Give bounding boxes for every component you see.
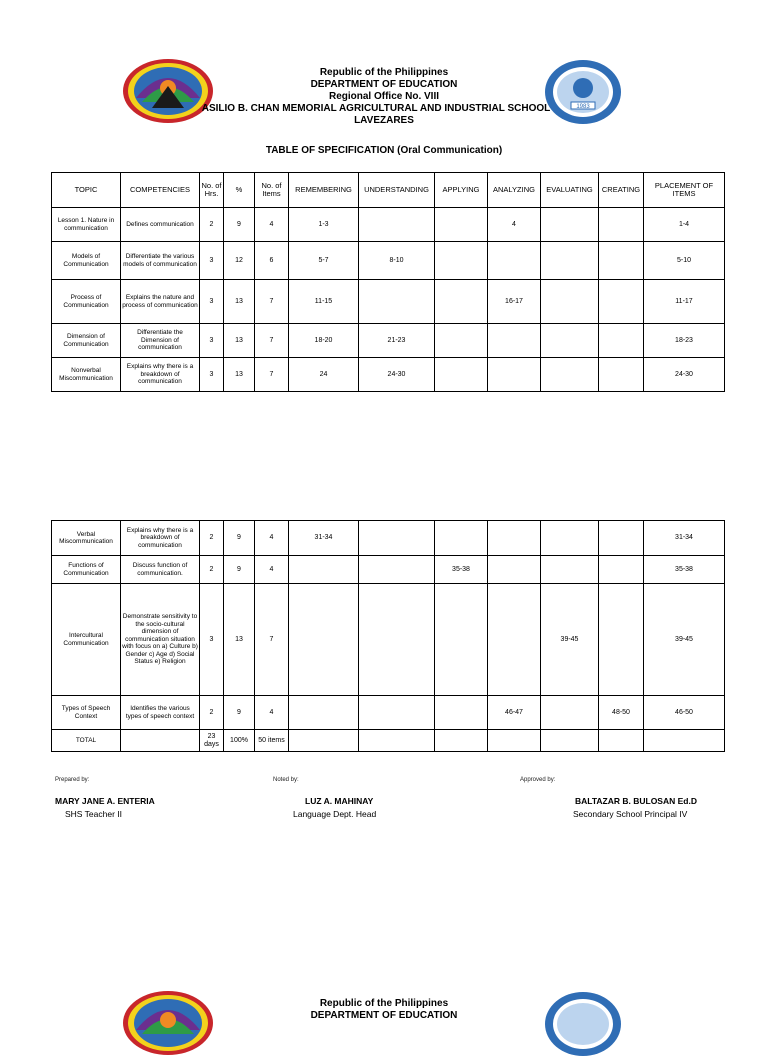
cell-remembering: 5-7 [289,242,359,280]
table-row [52,521,725,556]
cell-remembering [289,584,359,696]
cell-placement: 11-17 [644,280,725,324]
cell-items: 6 [255,242,289,280]
cell-empty [541,730,599,752]
col-creating: CREATING [599,173,644,208]
table-row [52,280,725,324]
header-republic-page2: Republic of the Philippines [319,998,449,1009]
cell-evaluating [541,556,599,584]
cell-evaluating [541,696,599,730]
cell-placement: 5-10 [644,242,725,280]
cell-remembering: 11-15 [289,280,359,324]
cell-topic: Intercultural Communication [52,584,121,696]
cell-understanding: 24-30 [359,358,435,392]
cell-remembering [289,696,359,730]
cell-percent: 13 [224,358,255,392]
table-total-row [52,730,725,752]
cell-empty [359,730,435,752]
col-placement: PLACEMENT OF ITEMS [644,173,725,208]
cell-applying [435,280,488,324]
cell-empty [644,730,725,752]
cell-total-items: 50 items [255,730,289,752]
cell-topic: Nonverbal Miscommunication [52,358,121,392]
cell-understanding [359,584,435,696]
cell-topic: Dimension of Communication [52,324,121,358]
header-department-page2: DEPARTMENT OF EDUCATION [310,1010,458,1021]
cell-empty [435,730,488,752]
cell-hours: 2 [200,208,224,242]
cell-analyzing [488,358,541,392]
cell-items: 7 [255,584,289,696]
cell-evaluating [541,208,599,242]
cell-understanding: 8-10 [359,242,435,280]
cell-topic: Models of Communication [52,242,121,280]
cell-competency: Explains the nature and process of communication [121,280,200,324]
prepared-by-label: Prepared by: [55,777,90,783]
cell-placement: 46-50 [644,696,725,730]
cell-analyzing: 4 [488,208,541,242]
table-row [52,242,725,280]
approved-by-title: Secondary School Principal IV [573,809,688,819]
cell-remembering: 18-20 [289,324,359,358]
table-row [52,358,725,392]
cell-remembering [289,556,359,584]
cell-empty [599,730,644,752]
col-hours: No. of Hrs. [200,173,224,208]
cell-evaluating: 39-45 [541,584,599,696]
noted-by-name: LUZ A. MAHINAY [305,796,374,806]
cell-hours: 3 [200,584,224,696]
cell-analyzing: 46-47 [488,696,541,730]
prepared-by-title: SHS Teacher II [65,809,123,819]
cell-placement: 35-38 [644,556,725,584]
col-competencies: COMPETENCIES [121,173,200,208]
cell-applying [435,324,488,358]
cell-creating [599,358,644,392]
header-department: DEPARTMENT OF EDUCATION [310,79,458,90]
cell-competency: Discuss function of communication. [121,556,200,584]
cell-creating [599,280,644,324]
cell-hours: 3 [200,242,224,280]
cell-percent: 9 [224,521,255,556]
document-title: TABLE OF SPECIFICATION (Oral Communication) [265,145,503,156]
cell-topic: Types of Speech Context [52,696,121,730]
prepared-by-name: MARY JANE A. ENTERIA [55,796,155,806]
cell-items: 4 [255,696,289,730]
cell-applying [435,358,488,392]
approved-by-name: BALTAZAR B. BULOSAN Ed.D [575,796,697,806]
table-row [52,324,725,358]
cell-items: 4 [255,521,289,556]
table-header-row [52,173,725,208]
cell-total-hours: 23 days [200,730,224,752]
cell-analyzing [488,584,541,696]
cell-empty [121,730,200,752]
cell-percent: 13 [224,280,255,324]
cell-competency: Demonstrate sensitivity to the socio-cultural dimension of communication situation with focus on a) Culture b) Gender c) Age d) Social Status e) Religion [121,584,200,696]
cell-applying [435,208,488,242]
cell-applying: 35-38 [435,556,488,584]
cell-items: 4 [255,556,289,584]
cell-applying [435,242,488,280]
col-understanding: UNDERSTANDING [359,173,435,208]
cell-topic: Verbal Miscommunication [52,521,121,556]
cell-placement: 24-30 [644,358,725,392]
seal-year-text: 1983 [576,104,590,110]
cell-percent: 13 [224,324,255,358]
cell-analyzing [488,242,541,280]
cell-creating: 48-50 [599,696,644,730]
cell-evaluating [541,324,599,358]
cell-applying [435,521,488,556]
cell-items: 7 [255,358,289,392]
noted-by-title: Language Dept. Head [293,809,377,819]
cell-percent: 12 [224,242,255,280]
col-percent: % [224,173,255,208]
cell-applying [435,696,488,730]
cell-competency: Explains why there is a breakdown of communication [121,358,200,392]
header-school-name: ASILIO B. CHAN MEMORIAL AGRICULTURAL AND INDUSTRIAL SCHOOL [201,103,551,114]
cell-placement: 1-4 [644,208,725,242]
header-municipality: LAVEZARES [354,115,414,126]
cell-remembering: 31-34 [289,521,359,556]
cell-creating [599,556,644,584]
cell-creating [599,242,644,280]
cell-placement: 39-45 [644,584,725,696]
noted-by-label: Noted by: [273,777,299,783]
cell-evaluating [541,280,599,324]
cell-hours: 3 [200,358,224,392]
header-regional-office: Regional Office No. VIII [328,91,439,102]
cell-understanding [359,208,435,242]
col-evaluating: EVALUATING [541,173,599,208]
cell-hours: 2 [200,696,224,730]
col-remembering: REMEMBERING [289,173,359,208]
cell-items: 4 [255,208,289,242]
table-row [52,556,725,584]
cell-competency: Identifies the various types of speech context [121,696,200,730]
cell-understanding [359,280,435,324]
cell-items: 7 [255,280,289,324]
tos-table-part1 [51,172,725,392]
cell-creating [599,208,644,242]
cell-creating [599,584,644,696]
table-row [52,208,725,242]
col-applying: APPLYING [435,173,488,208]
approved-by-label: Approved by: [520,777,556,783]
cell-topic: Lesson 1. Nature in communication [52,208,121,242]
cell-placement: 18-23 [644,324,725,358]
cell-hours: 2 [200,521,224,556]
cell-understanding [359,696,435,730]
cell-empty [289,730,359,752]
cell-total-percent: 100% [224,730,255,752]
cell-evaluating [541,242,599,280]
cell-competency: Differentiate the Dimension of communication [121,324,200,358]
cell-competency: Explains why there is a breakdown of communication [121,521,200,556]
cell-hours: 3 [200,324,224,358]
cell-hours: 3 [200,280,224,324]
tos-table-part2 [51,520,725,752]
cell-hours: 2 [200,556,224,584]
cell-analyzing [488,324,541,358]
cell-percent: 9 [224,696,255,730]
cell-analyzing [488,556,541,584]
cell-percent: 9 [224,208,255,242]
cell-creating [599,324,644,358]
cell-competency: Differentiate the various models of communication [121,242,200,280]
cell-topic: Process of Communication [52,280,121,324]
col-items: No. of Items [255,173,289,208]
cell-competency: Defines communication [121,208,200,242]
cell-creating [599,521,644,556]
cell-percent: 9 [224,556,255,584]
cell-percent: 13 [224,584,255,696]
cell-understanding [359,521,435,556]
cell-remembering: 24 [289,358,359,392]
cell-placement: 31-34 [644,521,725,556]
cell-analyzing: 16-17 [488,280,541,324]
cell-total-label: TOTAL [52,730,121,752]
cell-understanding: 21-23 [359,324,435,358]
cell-items: 7 [255,324,289,358]
cell-evaluating [541,521,599,556]
cell-applying [435,584,488,696]
cell-topic: Functions of Communication [52,556,121,584]
col-topic: TOPIC [52,173,121,208]
col-analyzing: ANALYZING [488,173,541,208]
table-row [52,696,725,730]
table-row [52,584,725,696]
cell-understanding [359,556,435,584]
cell-analyzing [488,521,541,556]
cell-remembering: 1-3 [289,208,359,242]
cell-evaluating [541,358,599,392]
header-republic: Republic of the Philippines [319,67,449,78]
cell-empty [488,730,541,752]
